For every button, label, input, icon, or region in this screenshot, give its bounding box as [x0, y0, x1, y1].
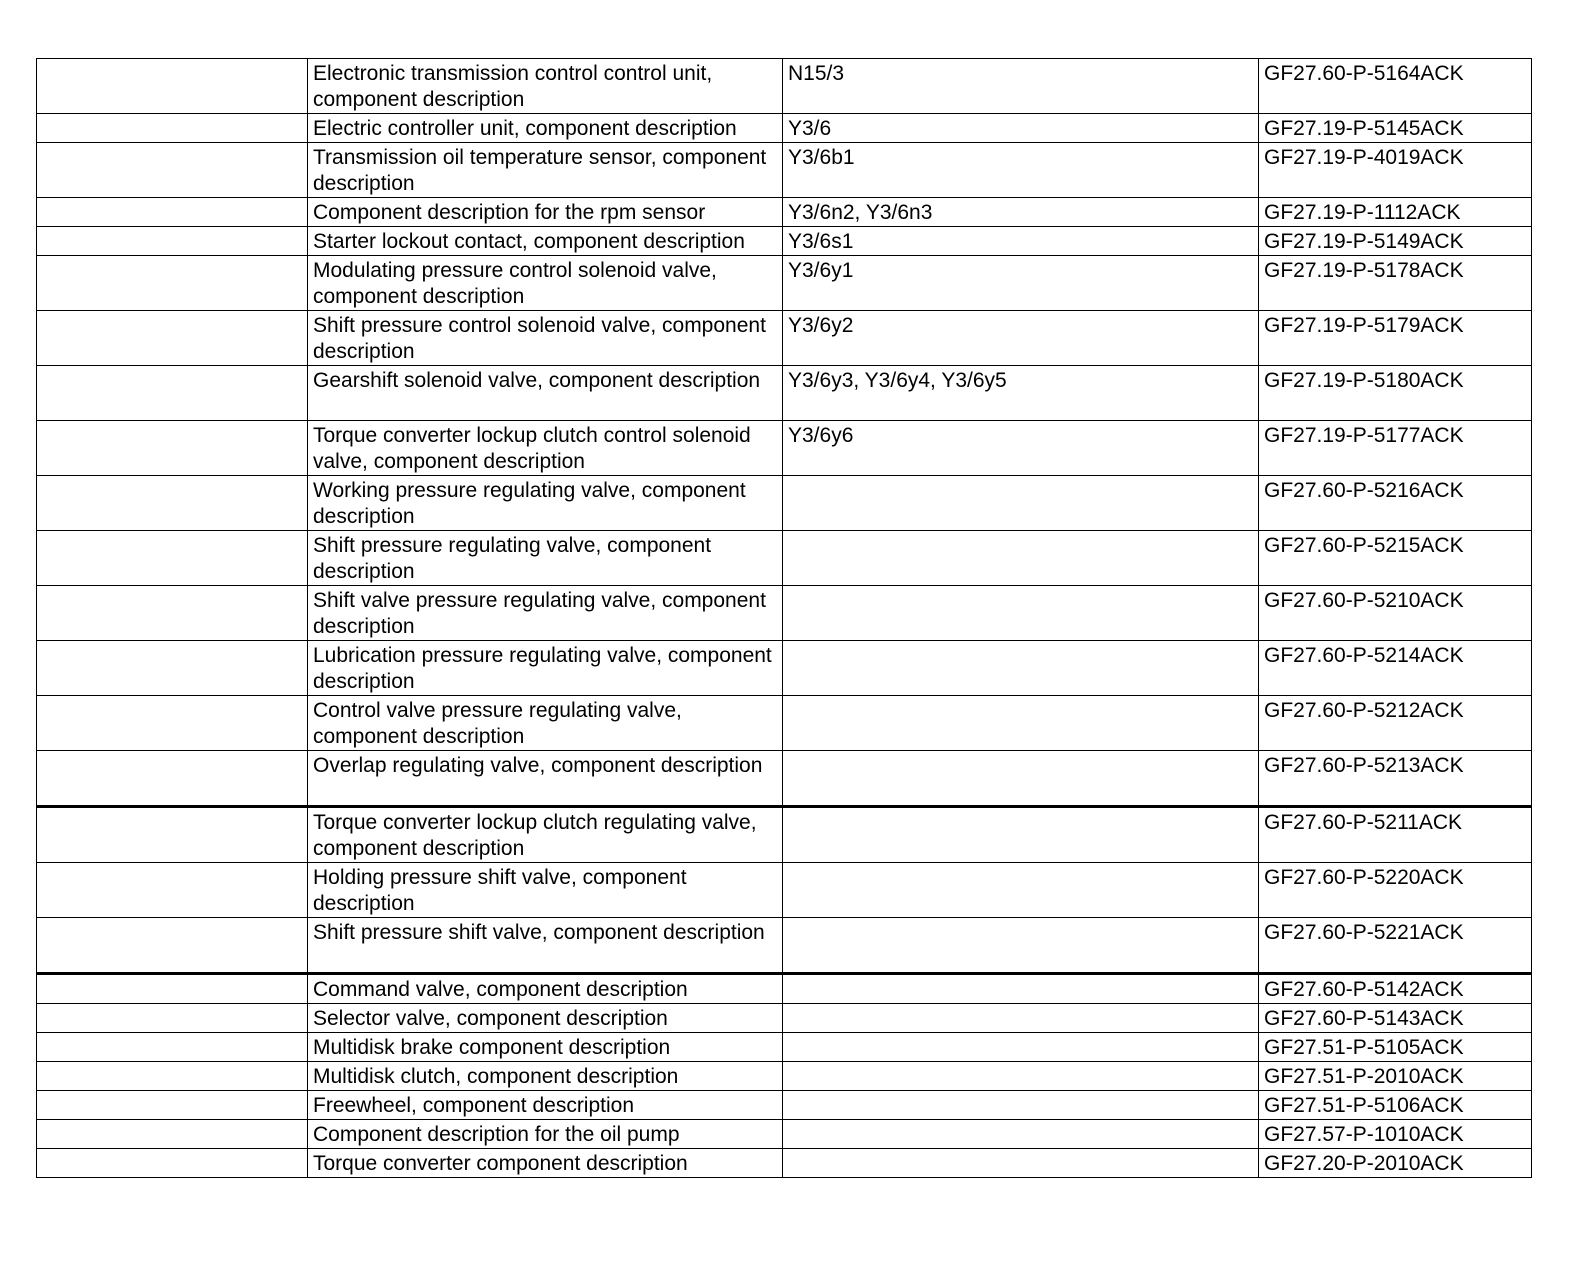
table-cell-description: Transmission oil temperature sensor, component description — [308, 143, 783, 198]
table-cell-document: GF27.57-P-1010ACK — [1259, 1120, 1532, 1149]
table-cell-description: Selector valve, component description — [308, 1004, 783, 1033]
table-cell-blank — [37, 1004, 308, 1033]
table-cell-blank — [37, 807, 308, 863]
table-cell-blank — [37, 59, 308, 114]
table-cell-blank — [37, 114, 308, 143]
table-row — [37, 531, 1532, 586]
table-cell-document: GF27.51-P-5105ACK — [1259, 1033, 1532, 1062]
table-cell-designation: Y3/6y6 — [783, 421, 1259, 476]
table-cell-description: Electronic transmission control control unit, component description — [308, 59, 783, 114]
table-cell-designation — [783, 586, 1259, 641]
table-cell-description: Shift pressure shift valve, component description — [308, 918, 783, 974]
table-cell-description: Shift valve pressure regulating valve, component description — [308, 586, 783, 641]
table-cell-blank — [37, 476, 308, 531]
table-cell-document: GF27.60-P-5143ACK — [1259, 1004, 1532, 1033]
table-cell-document: GF27.19-P-5179ACK — [1259, 311, 1532, 366]
table-row — [37, 421, 1532, 476]
table-row — [37, 227, 1532, 256]
table-cell-document: GF27.60-P-5164ACK — [1259, 59, 1532, 114]
table-cell-description: Torque converter lockup clutch control solenoid valve, component description — [308, 421, 783, 476]
table-cell-designation: Y3/6y1 — [783, 256, 1259, 311]
table-cell-document: GF27.51-P-5106ACK — [1259, 1091, 1532, 1120]
table-cell-blank — [37, 227, 308, 256]
table-cell-blank — [37, 198, 308, 227]
table-cell-designation — [783, 1062, 1259, 1091]
table-cell-description: Gearshift solenoid valve, component description — [308, 366, 783, 421]
table-row — [37, 807, 1532, 863]
table-cell-document: GF27.20-P-2010ACK — [1259, 1149, 1532, 1178]
table-row — [37, 143, 1532, 198]
table-row — [37, 198, 1532, 227]
table-cell-designation — [783, 1120, 1259, 1149]
table-cell-document: GF27.60-P-5212ACK — [1259, 696, 1532, 751]
table-cell-designation — [783, 1149, 1259, 1178]
table-cell-description: Torque converter component description — [308, 1149, 783, 1178]
table-cell-blank — [37, 143, 308, 198]
table-cell-designation: Y3/6y2 — [783, 311, 1259, 366]
table-row — [37, 1033, 1532, 1062]
table-cell-designation: Y3/6n2, Y3/6n3 — [783, 198, 1259, 227]
table-cell-blank — [37, 1149, 308, 1178]
table-cell-document: GF27.19-P-5178ACK — [1259, 256, 1532, 311]
table-cell-description: Starter lockout contact, component description — [308, 227, 783, 256]
table-cell-blank — [37, 366, 308, 421]
table-row — [37, 696, 1532, 751]
table-cell-document: GF27.60-P-5210ACK — [1259, 586, 1532, 641]
table-cell-description: Overlap regulating valve, component description — [308, 751, 783, 807]
table-cell-description: Torque converter lockup clutch regulating valve, component description — [308, 807, 783, 863]
table-cell-description: Working pressure regulating valve, component description — [308, 476, 783, 531]
table-cell-blank — [37, 918, 308, 974]
table-cell-document: GF27.60-P-5142ACK — [1259, 974, 1532, 1004]
table-cell-designation: Y3/6b1 — [783, 143, 1259, 198]
table-cell-document: GF27.19-P-5177ACK — [1259, 421, 1532, 476]
table-cell-blank — [37, 696, 308, 751]
table-cell-description: Freewheel, component description — [308, 1091, 783, 1120]
table-row — [37, 863, 1532, 918]
table-cell-designation — [783, 531, 1259, 586]
table-cell-blank — [37, 1062, 308, 1091]
table-cell-document: GF27.60-P-5216ACK — [1259, 476, 1532, 531]
table-cell-designation — [783, 974, 1259, 1004]
table-cell-designation — [783, 918, 1259, 974]
table-cell-description: Lubrication pressure regulating valve, component description — [308, 641, 783, 696]
table-cell-designation: Y3/6s1 — [783, 227, 1259, 256]
table-cell-designation — [783, 751, 1259, 807]
table-cell-document: GF27.19-P-5145ACK — [1259, 114, 1532, 143]
table-row — [37, 1120, 1532, 1149]
table-cell-designation: Y3/6 — [783, 114, 1259, 143]
table-cell-blank — [37, 256, 308, 311]
table-cell-description: Component description for the rpm sensor — [308, 198, 783, 227]
table-cell-designation — [783, 807, 1259, 863]
table-cell-document: GF27.60-P-5213ACK — [1259, 751, 1532, 807]
table-cell-description: Command valve, component description — [308, 974, 783, 1004]
table-cell-description: Multidisk brake component description — [308, 1033, 783, 1062]
table-row — [37, 918, 1532, 974]
table-cell-description: Shift pressure regulating valve, component description — [308, 531, 783, 586]
table-cell-blank — [37, 974, 308, 1004]
table-cell-description: Holding pressure shift valve, component description — [308, 863, 783, 918]
table-row — [37, 1091, 1532, 1120]
table-row — [37, 1062, 1532, 1091]
table-cell-blank — [37, 531, 308, 586]
table-cell-document: GF27.60-P-5215ACK — [1259, 531, 1532, 586]
table-cell-document: GF27.19-P-1112ACK — [1259, 198, 1532, 227]
table-row — [37, 366, 1532, 421]
table-cell-blank — [37, 311, 308, 366]
table-cell-description: Shift pressure control solenoid valve, component description — [308, 311, 783, 366]
table-cell-document: GF27.51-P-2010ACK — [1259, 1062, 1532, 1091]
table-cell-designation — [783, 696, 1259, 751]
table-row — [37, 641, 1532, 696]
table-row — [37, 1004, 1532, 1033]
table-row — [37, 311, 1532, 366]
table-cell-description: Modulating pressure control solenoid valve, component description — [308, 256, 783, 311]
table-cell-designation: Y3/6y3, Y3/6y4, Y3/6y5 — [783, 366, 1259, 421]
table-cell-designation — [783, 863, 1259, 918]
table-cell-document: GF27.60-P-5220ACK — [1259, 863, 1532, 918]
table-cell-blank — [37, 421, 308, 476]
table-row — [37, 476, 1532, 531]
table-cell-document: GF27.60-P-5211ACK — [1259, 807, 1532, 863]
table-cell-designation — [783, 641, 1259, 696]
table-cell-blank — [37, 586, 308, 641]
table-row — [37, 114, 1532, 143]
table-cell-blank — [37, 751, 308, 807]
table-cell-designation: N15/3 — [783, 59, 1259, 114]
table-cell-document: GF27.60-P-5221ACK — [1259, 918, 1532, 974]
table-cell-document: GF27.60-P-5214ACK — [1259, 641, 1532, 696]
table-cell-description: Multidisk clutch, component description — [308, 1062, 783, 1091]
table-row — [37, 586, 1532, 641]
table-cell-document: GF27.19-P-5180ACK — [1259, 366, 1532, 421]
table-row — [37, 751, 1532, 807]
table-cell-document: GF27.19-P-4019ACK — [1259, 143, 1532, 198]
component-table — [36, 58, 1532, 1178]
table-row — [37, 974, 1532, 1004]
table-cell-description: Component description for the oil pump — [308, 1120, 783, 1149]
table-cell-designation — [783, 1033, 1259, 1062]
table-cell-blank — [37, 1120, 308, 1149]
table-cell-designation — [783, 476, 1259, 531]
table-row — [37, 256, 1532, 311]
table-cell-blank — [37, 1033, 308, 1062]
table-row — [37, 59, 1532, 114]
table-cell-blank — [37, 1091, 308, 1120]
table-cell-designation — [783, 1091, 1259, 1120]
table-cell-designation — [783, 1004, 1259, 1033]
table-cell-document: GF27.19-P-5149ACK — [1259, 227, 1532, 256]
table-cell-description: Control valve pressure regulating valve, component description — [308, 696, 783, 751]
table-cell-description: Electric controller unit, component description — [308, 114, 783, 143]
table-cell-blank — [37, 863, 308, 918]
table-row — [37, 1149, 1532, 1178]
table-cell-blank — [37, 641, 308, 696]
